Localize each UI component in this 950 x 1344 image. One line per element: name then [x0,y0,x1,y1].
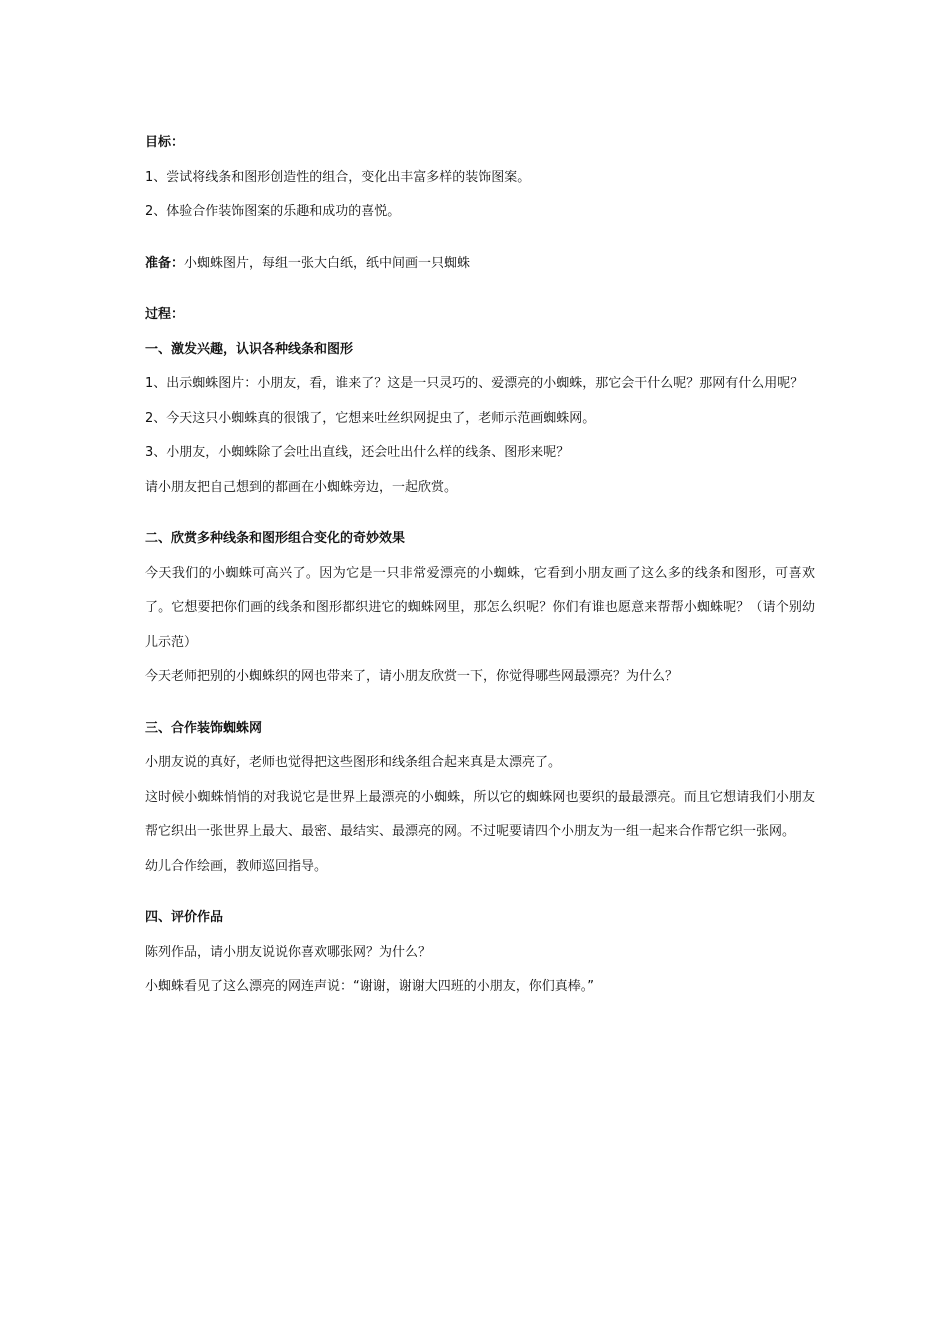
prep-line [145,247,815,282]
section-4-para-1: 陈列作品，请小朋友说说你喜欢哪张网？为什么？ [145,944,432,960]
section-1-para-4: 请小朋友把自己想到的都画在小蜘蛛旁边，一起欣赏。 [145,479,458,495]
prep-label: 准备： [145,255,185,271]
goal-item-2: 2、体验合作装饰图案的乐趣和成功的喜悦。 [145,204,401,219]
process-heading: 过程： [145,307,185,322]
section-2-para-1: 今天我们的小蜘蛛可高兴了。因为它是一只非常爱漂亮的小蜘蛛，它看到小朋友画了这么多的线条和图形，可喜欢了。它想要把你们画的线条和图形都织进它的蜘蛛网里，那怎么织呢？你们有谁也愿意来帮帮小蜘蛛呢？（请个别幼儿示范） [145,565,815,650]
goal-item-1: 1、尝试将线条和图形创造性的组合，变化出丰富多样的装饰图案。 [145,169,531,185]
section-4-title: 四、评价作品 [145,910,224,925]
goals-heading: 目标： [145,135,185,150]
section-4-para-2: 小蜘蛛看见了这么漂亮的网连声说：“谢谢，谢谢大四班的小朋友，你们真棒。” [145,979,594,994]
section-3-para-3: 幼儿合作绘画，教师巡回指导。 [145,858,328,874]
section-3-para-2: 这时候小蜘蛛悄悄的对我说它是世界上最漂亮的小蜘蛛，所以它的蜘蛛网也要织的最最漂亮。而且它想请我们小朋友帮它织出一张世界上最大、最密、最结实、最漂亮的网。不过呢要请四个小朋友为一组一起来合作帮它织一张网。 [145,789,815,839]
section-1-para-3: 3、小朋友，小蜘蛛除了会吐出直线，还会吐出什么样的线条、图形来呢？ [145,445,570,460]
section-1-title: 一、激发兴趣，认识各种线条和图形 [145,341,354,357]
section-2-para-2: 今天老师把别的小蜘蛛织的网也带来了，请小朋友欣赏一下，你觉得哪些网最漂亮？为什么？ [145,669,679,684]
document-page [145,126,815,1005]
prep-text: 小蜘蛛图片，每组一张大白纸，纸中间画一只蜘蛛 [184,255,471,271]
section-2-title: 二、欣赏多种线条和图形组合变化的奇妙效果 [145,531,406,546]
section-3-para-1: 小朋友说的真好，老师也觉得把这些图形和线条组合起来真是太漂亮了。 [145,755,562,770]
section-1-para-1: 1、出示蜘蛛图片：小朋友，看，谁来了？这是一只灵巧的、爱漂亮的小蜘蛛，那它会干什么呢？那网有什么用呢？ [145,376,804,391]
section-3-title: 三、合作装饰蜘蛛网 [145,720,263,736]
section-1-para-2: 2、今天这只小蜘蛛真的很饿了，它想来吐丝织网捉虫了，老师示范画蜘蛛网。 [145,410,596,426]
